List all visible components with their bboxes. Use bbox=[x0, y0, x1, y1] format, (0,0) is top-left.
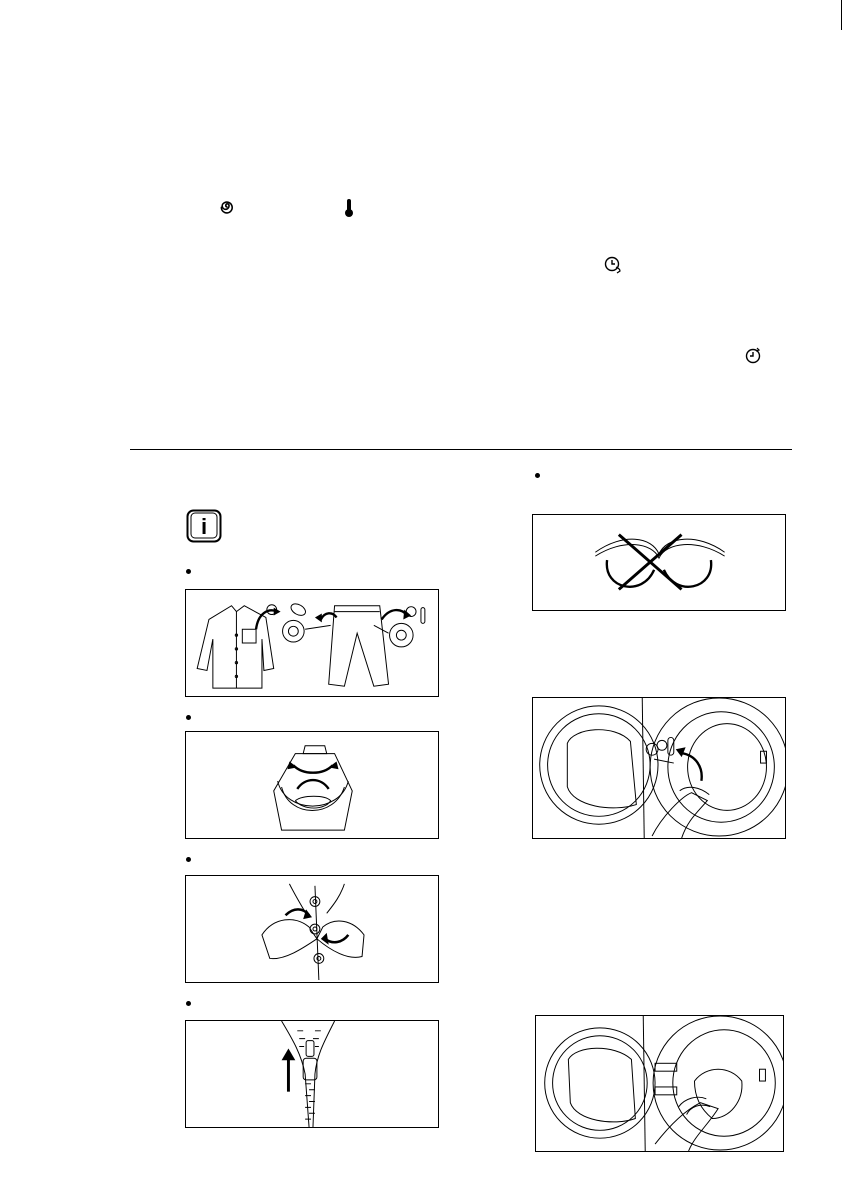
spin-icon bbox=[219, 198, 235, 216]
close-buttons-illustration bbox=[185, 875, 439, 983]
knot-straps-illustration bbox=[185, 731, 439, 839]
close-zipper-illustration bbox=[185, 1020, 439, 1128]
door-seal-remove-items-illustration bbox=[532, 697, 786, 839]
load-laundry-illustration bbox=[535, 1015, 784, 1152]
bullet bbox=[186, 1001, 191, 1006]
delay-start-icon bbox=[604, 256, 624, 274]
bullet bbox=[186, 569, 191, 574]
bullet bbox=[535, 473, 540, 478]
time-manager-icon bbox=[745, 347, 761, 364]
empty-pockets-illustration bbox=[185, 589, 439, 697]
bullet bbox=[186, 715, 191, 720]
info-icon bbox=[186, 509, 222, 543]
bra-wire-illustration bbox=[532, 514, 786, 611]
bullet bbox=[186, 857, 191, 862]
section-divider bbox=[130, 449, 792, 450]
thermometer-icon bbox=[344, 198, 354, 218]
svg-text:i: i bbox=[200, 514, 208, 539]
